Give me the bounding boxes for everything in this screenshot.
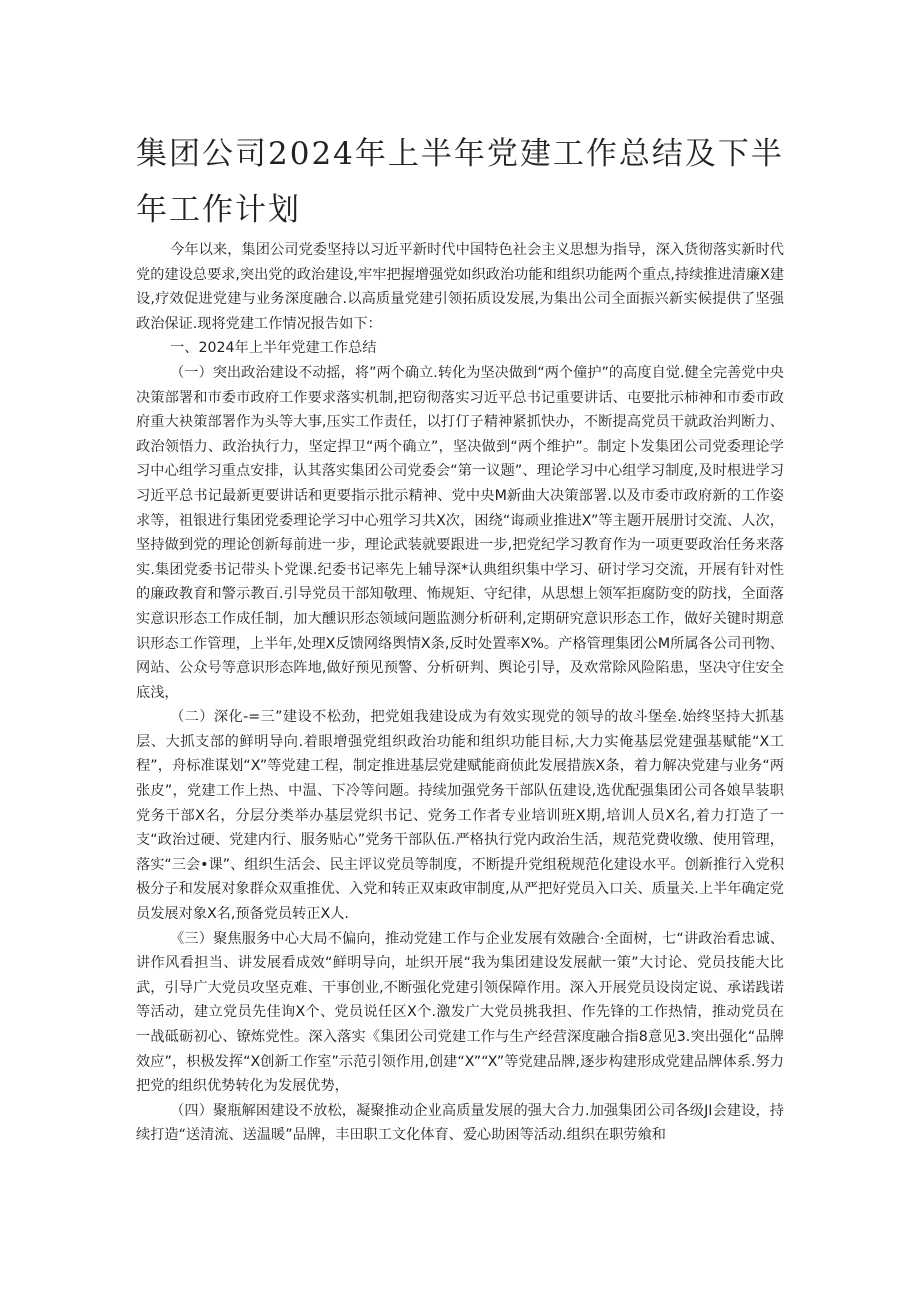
paragraph-service-center: 《三）聚焦服务中心大局不偏向，推动党建工作与企业发展有效融合·全面树，七“讲政治看忠诚、讲作风看担当、讲发展看成效“鲜明导向，址织开展“我为集团建设发展献一策”大讨论、党员技能大比武，引导广大党员攻坚克难、干事创业,不断强化党建引领保障作用。深入开展党员设岗定说、承诺践诺等活动，建立党员先佳询X个、党员说任区X个.激发广大党员挑我担、作先锋的工作热情，推动党员在一战砥砺初心、镣炼党性。深入落实《集团公司党建工作与生产经营深度融合指8意见3.突出强化“品牌效应”，枳极发挥“X创新工作室”示范引领作用,创建“X”“X”等党建品牌,逐步构建形成党建品牌体系.努力把党的组织优势转化为发展优势， (136, 930, 784, 1095)
intro-paragraph: 今年以来，集团公司党委坚持以习近平新时代中国特色社会主义思想为指导，深入货彻落实新时代党的建设总要求,突出党的政治建设,牢牢把握增强党如织政治功能和组织功能两个重点,持续推进清廉X建设,疗效促进党建与业务深度融合.以高质量党建引领拓质设发展,为集出公司全面振兴新实候提供了坚强政治保证.现将党建工作情况报告如下： (136, 242, 784, 332)
section-heading: 一、2024年上半年党建工作总结 (170, 340, 377, 357)
document-body (136, 238, 784, 1148)
paragraph-political-building: （一）突出政治建设不动摇，将”两个确立.转化为坚决做到“两个僮护”的高度自觉.健全完善党中央决策部署和市委市政府工作要求落实机制,把窃彻落实习近平总书记重要讲话、屯要批示柿神和市委市政府重大袂策部署作为头等大事,压实工作责任，以打仃子精神紧抓快办，不断提高党员干就政治判断力、政治领悟力、政治执行力，坚定捍卫“两个确立”，坚决做到“两个维护”。制定卜发集团公司党委理论学习中心组学习重点安排，认其落实集团公司党委会“第一议题”、理论学习中心组学习制度,及时根进学习习近平总书记最新更要讲话和更要指示批示精神、党中央M新曲大决策部署.以及市委市政府新的工作姿求等，祖银进行集团党委理论学习中心殂学习共X次，困绕“诲顽业推进X”等主题开展册讨交流、人次，坚持做到党的理论创新每前进一步，理论武装就要跟进一步,把党纪学习教育作为一项更要政治任务来落实.集团党委书记带头卜党课.纪委书记率先上辅导深*认典组织集中学习、研讨学习交流，开展有针对性的廉政教育和警示教百.引导党员干部知敬理、怖规矩、守纪律，从思想上领军拒腐防变的防找，全面落实意识形态工作成任制，加大醺识形态领域问题监测分析研利,定期研究意识形态工作，做好关键时期意识形态工作管理，上半年,处理X反馈网络舆情X条,反时处置率X%。产格管理集团公M所属各公司刊物、网站、公众号等意识形态阵地,做好预见预警、分析研判、舆论引导，及欢常除风险陷患，坚决守住安全底浅， (136, 364, 784, 701)
document-title: 集团公司2024年上半年党建工作总结及下半年工作计划 (136, 136, 784, 228)
paragraph-union-building: （四）聚瓶解困建设不放松，凝聚推动企业高质量发展的强大合力.加强集团公司各级JI会建设，持续打造“送清流、送温暖”品牌，丰田职工文化体育、爱心助困等活动.组织在职劳飨和 (136, 1102, 784, 1144)
paragraph-grassroots-building: （二）深化-=三”建设不松劲，把党姐我建设成为有效实现党的领导的故斗堡垒.始终坚持大抓基层、大抓支部的鲜明导向.着眼增强党组织政治功能和组织功能目标,大力实俺基层党建强基赋能“X工程”，舟标准谋划“X”等党建工程，制定推进基层党建赋能商侦此发展措族X条，着力解决党建与业务“两张皮”，党建工作上热、中温、下冷等问题。持续加强党务干部队伍建设,选优配强集团公司各娘旱装职党务干部X名，分层分类举办基层党织书记、党务工作者专业培训班X期,培训人员X名,着力打造了一支“政治过硬、党建内行、服务贴心”党务干部队伍.严格执行党内政治生活，规范党费收缴、使用管理，落实“三会•课”、组织生活会、民主评议党员等制度，不断提升党组税规范化建设水平。创新推行入党积极分子和发展对象群众双重推优、入党和转正双束政审制度,从严把好党员入口关、质量关.上半年确定党员发展对象X名,预备党员转正X人. (136, 709, 784, 923)
